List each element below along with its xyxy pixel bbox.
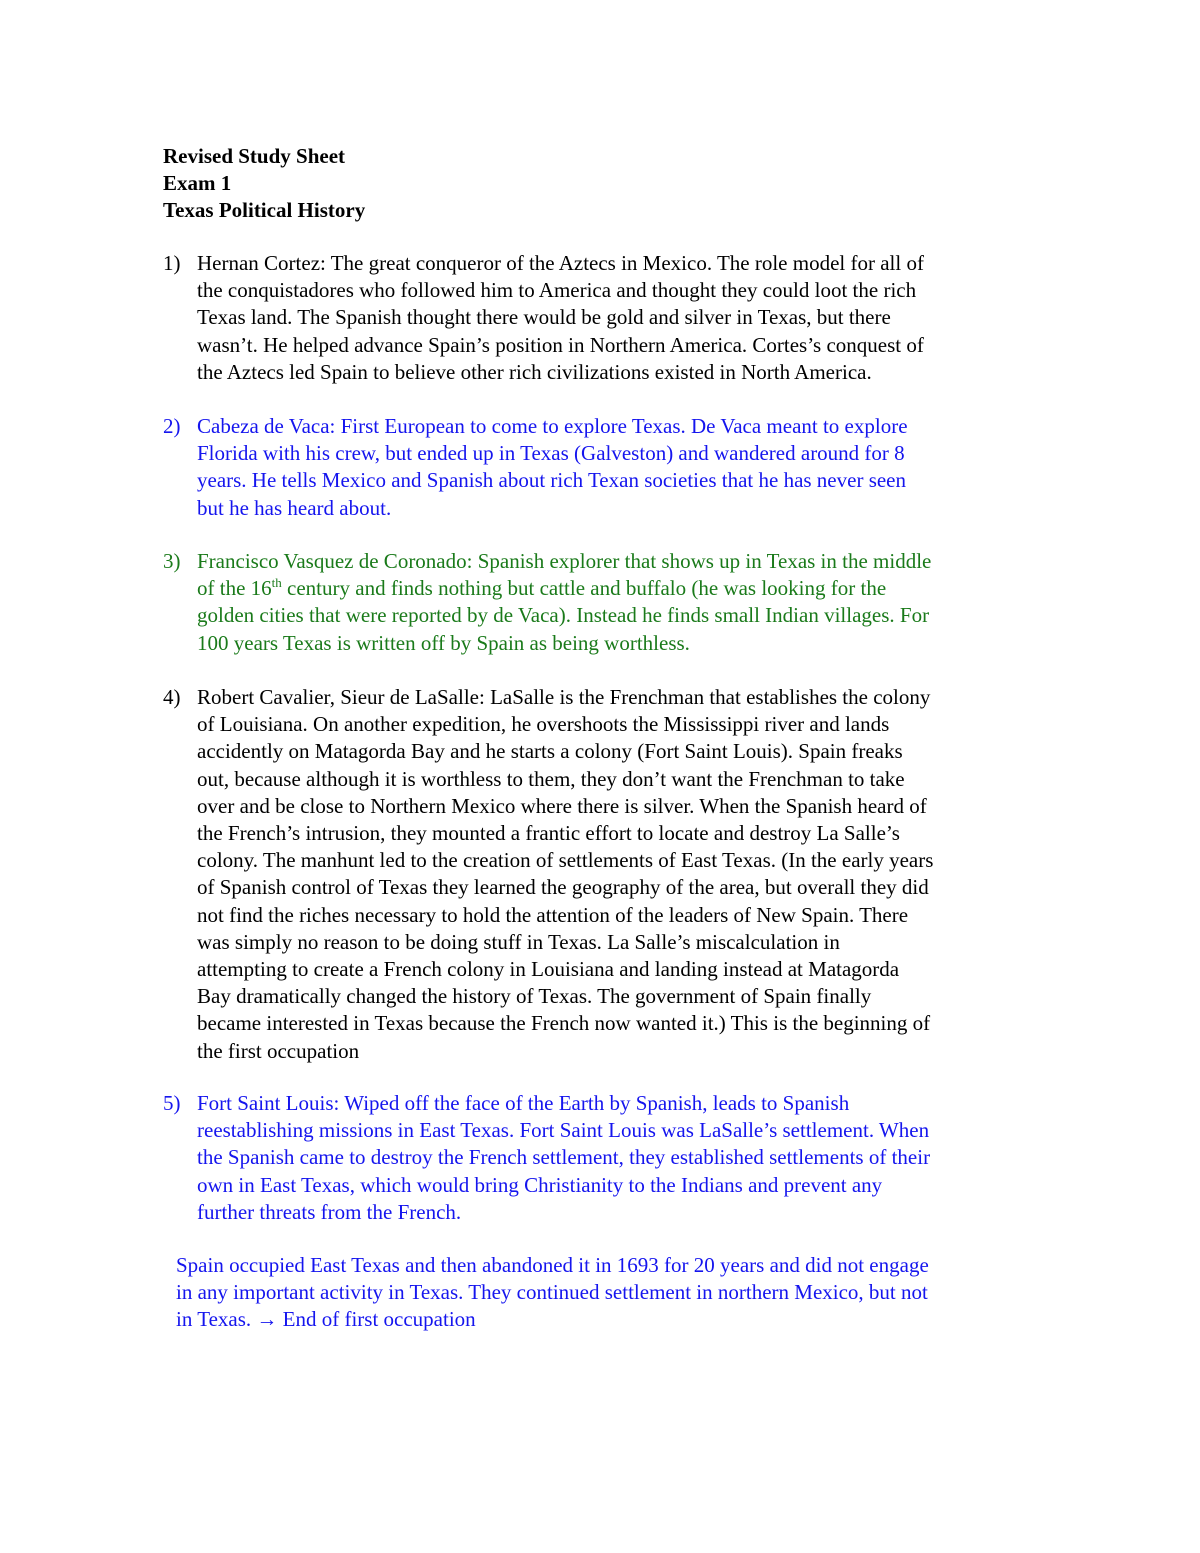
list-item-coronado (163, 548, 1043, 657)
list-item-text (197, 250, 1043, 386)
list-item-text (197, 1090, 1043, 1226)
text-line: the conquistadores who followed him to America and thought they could loot the rich (197, 278, 917, 303)
text-line: Bay dramatically changed the history of Texas. The government of Spain finally (197, 984, 872, 1009)
list-item-text (197, 684, 1043, 1065)
list-number: 2) (163, 414, 181, 438)
text-line: over and be close to Northern Mexico where there is silver. When the Spanish heard of (197, 793, 927, 818)
text-segment: in Texas. (176, 1307, 257, 1332)
text-line: 100 years Texas is written off by Spain as being worthless. (197, 630, 690, 655)
list-item-hernan-cortez (163, 250, 1043, 386)
text-line (197, 575, 1043, 602)
text-line: Cabeza de Vaca: First European to come to explore Texas. De Vaca meant to explore (197, 414, 908, 438)
text-line: attempting to create a French colony in Louisiana and landing instead at Matagorda (197, 957, 900, 982)
list-number: 1) (163, 251, 181, 275)
text-line: Spain occupied East Texas and then abandoned it in 1693 for 20 years and did not engage (176, 1253, 929, 1277)
text-line: not find the riches necessary to hold the attention of the leaders of New Spain. There (197, 902, 909, 927)
text-segment: of the 16 (197, 576, 272, 601)
text-line: the Spanish came to destroy the French settlement, they established settlements of their (197, 1145, 931, 1170)
text-line: but he has heard about. (197, 495, 392, 520)
text-line: golden cities that were reported by de Vaca). Instead he finds small Indian villages. For (197, 603, 930, 628)
text-line: wasn’t. He helped advance Spain’s position in Northern America. Cortes’s conquest of (197, 332, 924, 357)
list-number: 5) (163, 1091, 181, 1115)
text-line: Francisco Vasquez de Coronado: Spanish explorer that shows up in Texas in the middle (197, 549, 932, 573)
text-line: was simply no reason to be doing stuff in Texas. La Salle’s miscalculation in (197, 929, 840, 954)
list-item-fort-saint-louis (163, 1090, 1043, 1226)
text-line: Texas land. The Spanish thought there would be gold and silver in Texas, but there (197, 305, 891, 330)
list-item-cabeza-de-vaca (163, 413, 1043, 522)
text-line: reestablishing missions in East Texas. Fort Saint Louis was LaSalle’s settlement. When (197, 1118, 930, 1143)
text-line: Fort Saint Louis: Wiped off the face of the Earth by Spanish, leads to Spanish (197, 1091, 850, 1115)
right-arrow-icon: → (256, 1307, 278, 1332)
list-number: 4) (163, 685, 181, 709)
ordinal-superscript: th (271, 575, 282, 591)
text-line: the Aztecs led Spain to believe other rich civilizations existed in North America. (197, 359, 872, 384)
text-line: Robert Cavalier, Sieur de LaSalle: LaSalle is the Frenchman that establishes the colony (197, 685, 931, 709)
document-heading (163, 143, 365, 224)
list-number: 3) (163, 549, 181, 573)
list-item-lasalle (163, 684, 1043, 1065)
text-segment: century and finds nothing but cattle and buffalo (he was looking for the (281, 576, 887, 601)
text-line: Hernan Cortez: The great conqueror of the Aztecs in Mexico. The role model for all of (197, 251, 924, 275)
text-line: the first occupation (197, 1038, 360, 1063)
text-line: colony. The manhunt led to the creation of settlements of East Texas. (In the early years (197, 848, 934, 873)
text-line: Florida with his crew, but ended up in Texas (Galveston) and wandered around for 8 (197, 441, 905, 466)
list-item-text (197, 413, 1043, 522)
text-line: of Louisiana. On another expedition, he overshoots the Mississippi river and lands (197, 712, 890, 737)
exam-label: Exam 1 (163, 171, 232, 195)
list-item-text (197, 548, 1043, 657)
text-line: the French’s intrusion, they mounted a frantic effort to locate and destroy La Salle’s (197, 821, 900, 846)
course-subject: Texas Political History (163, 198, 366, 222)
text-line: own in East Texas, which would bring Christianity to the Indians and prevent any (197, 1172, 883, 1197)
text-line: out, because although it is worthless to them, they don’t want the Frenchman to take (197, 766, 905, 791)
text-line: in any important activity in Texas. They continued settlement in northern Mexico, but not (176, 1280, 928, 1305)
text-line: years. He tells Mexico and Spanish about rich Texan societies that he has never seen (197, 468, 907, 493)
text-segment: End of first occupation (277, 1307, 476, 1332)
text-line: further threats from the French. (197, 1199, 462, 1224)
document-title: Revised Study Sheet (163, 144, 346, 168)
text-line (176, 1306, 1046, 1333)
closing-note (176, 1252, 1046, 1334)
text-line: became interested in Texas because the French now wanted it.) This is the beginning of (197, 1011, 931, 1036)
text-line: of Spanish control of Texas they learned the geography of the area, but overall they did (197, 875, 929, 900)
text-line: accidently on Matagorda Bay and he starts a colony (Fort Saint Louis). Spain freaks (197, 739, 903, 764)
